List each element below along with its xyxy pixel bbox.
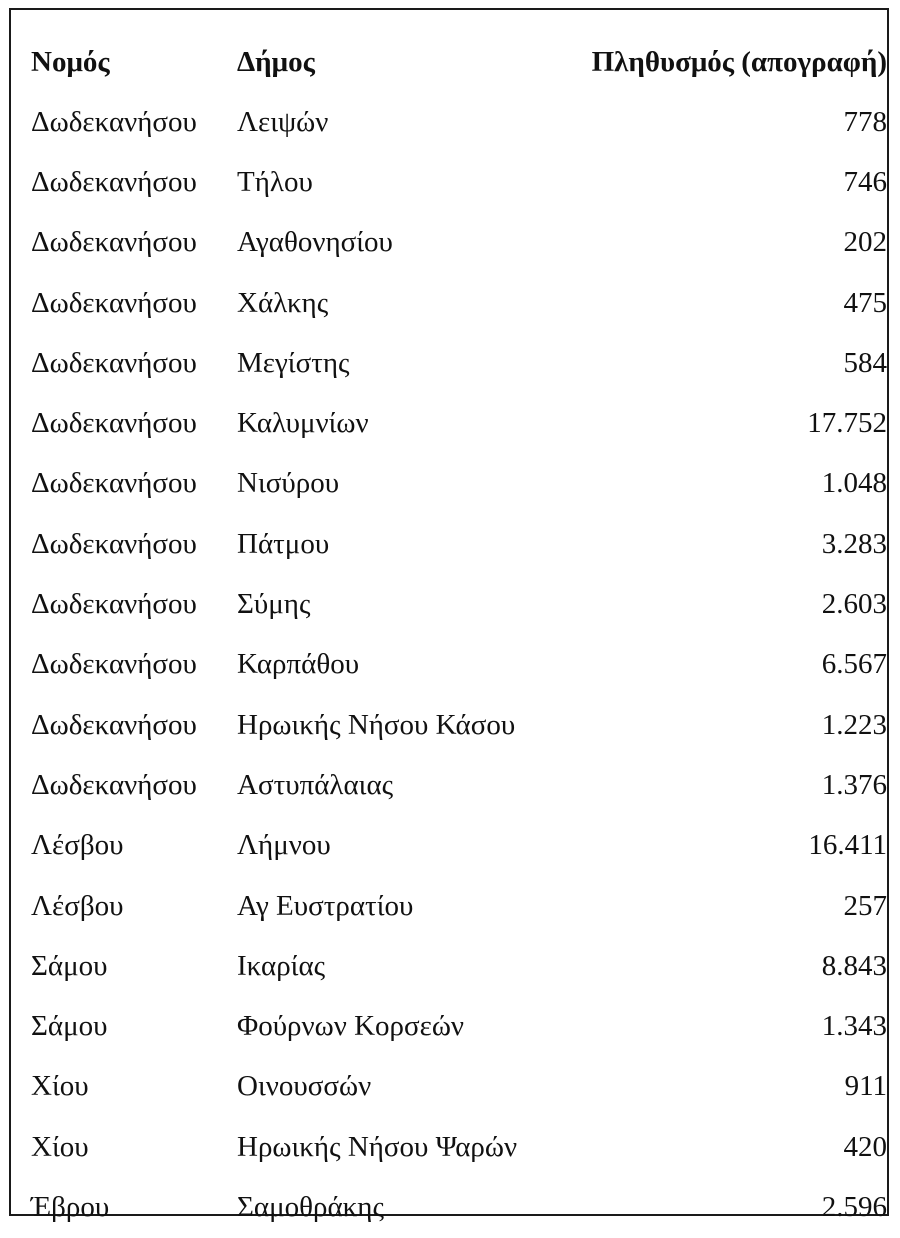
cell-population: 16.411 [808, 829, 887, 862]
cell-dimos: Σαμοθράκης [237, 1190, 384, 1223]
cell-population: 17.752 [807, 407, 887, 440]
table-row [31, 273, 889, 333]
cell-dimos: Χάλκης [237, 286, 329, 319]
cell-nomos: Δωδεκανήσου [31, 648, 197, 681]
cell-dimos: Σύμης [237, 588, 311, 621]
cell-dimos: Μεγίστης [237, 346, 350, 379]
cell-nomos: Δωδεκανήσου [31, 768, 197, 801]
cell-nomos: Λέσβου [31, 889, 124, 922]
cell-nomos: Σάμου [31, 949, 108, 982]
table-row [31, 1177, 889, 1237]
cell-dimos: Ηρωικής Νήσου Κάσου [237, 708, 516, 741]
cell-dimos: Τήλου [237, 165, 313, 198]
cell-dimos: Νισύρου [237, 467, 340, 500]
cell-dimos: Λειψών [237, 105, 329, 138]
table-row [31, 514, 889, 574]
cell-population: 911 [844, 1070, 887, 1103]
cell-nomos: Δωδεκανήσου [31, 105, 197, 138]
table-row [31, 574, 889, 634]
cell-nomos: Λέσβου [31, 829, 124, 862]
cell-population: 6.567 [821, 648, 887, 681]
cell-population: 1.048 [821, 467, 887, 500]
table-row [31, 695, 889, 755]
cell-population: 257 [843, 889, 887, 922]
cell-nomos: Δωδεκανήσου [31, 286, 197, 319]
cell-nomos: Δωδεκανήσου [31, 407, 197, 440]
table-row [31, 152, 889, 212]
cell-population: 420 [843, 1130, 887, 1163]
cell-nomos: Χίου [31, 1130, 89, 1163]
cell-population: 778 [843, 105, 887, 138]
table-row [31, 755, 889, 815]
cell-nomos: Δωδεκανήσου [31, 165, 197, 198]
cell-dimos: Ηρωικής Νήσου Ψαρών [237, 1130, 518, 1163]
cell-population: 1.343 [821, 1010, 887, 1043]
cell-population: 2.603 [821, 588, 887, 621]
table-row [31, 454, 889, 514]
cell-nomos: Δωδεκανήσου [31, 588, 197, 621]
cell-dimos: Καλυμνίων [237, 407, 369, 440]
table-frame [9, 8, 889, 1223]
cell-dimos: Αστυπάλαιας [237, 768, 394, 801]
table-row [31, 876, 889, 936]
cell-dimos: Καρπάθου [237, 648, 360, 681]
cell-nomos: Δωδεκανήσου [31, 346, 197, 379]
cell-population: 1.376 [821, 768, 887, 801]
cell-nomos: Χίου [31, 1070, 89, 1103]
table-header-row [31, 32, 889, 92]
cell-population: 584 [843, 346, 887, 379]
cell-dimos: Φούρνων Κορσεών [237, 1010, 465, 1043]
population-table [31, 32, 889, 1238]
table-row [31, 936, 889, 996]
header-nomos: Νομός [31, 45, 110, 78]
table-row [31, 1117, 889, 1177]
table-row [31, 996, 889, 1056]
cell-population: 202 [843, 226, 887, 259]
cell-population: 8.843 [821, 949, 887, 982]
cell-dimos: Λήμνου [237, 829, 331, 862]
cell-nomos: Σάμου [31, 1010, 108, 1043]
table-row [31, 92, 889, 152]
cell-nomos: Δωδεκανήσου [31, 708, 197, 741]
cell-dimos: Ικαρίας [237, 949, 326, 982]
cell-nomos: Έβρου [31, 1190, 110, 1223]
header-dimos: Δήμος [237, 45, 315, 78]
table-row [31, 816, 889, 876]
cell-population: 2.596 [821, 1190, 887, 1223]
table-row [31, 393, 889, 453]
table-row [31, 635, 889, 695]
table-row [31, 213, 889, 273]
cell-dimos: Οινουσσών [237, 1070, 372, 1103]
cell-population: 3.283 [821, 527, 887, 560]
cell-population: 746 [843, 165, 887, 198]
cell-dimos: Αγ Ευστρατίου [237, 889, 414, 922]
table-row [31, 1057, 889, 1117]
table-row [31, 333, 889, 393]
cell-nomos: Δωδεκανήσου [31, 527, 197, 560]
cell-population: 1.223 [821, 708, 887, 741]
cell-nomos: Δωδεκανήσου [31, 226, 197, 259]
cell-nomos: Δωδεκανήσου [31, 467, 197, 500]
cell-dimos: Αγαθονησίου [237, 226, 393, 259]
cell-dimos: Πάτμου [237, 527, 330, 560]
header-population: Πληθυσμός (απογραφή) [591, 45, 887, 78]
cell-population: 475 [843, 286, 887, 319]
